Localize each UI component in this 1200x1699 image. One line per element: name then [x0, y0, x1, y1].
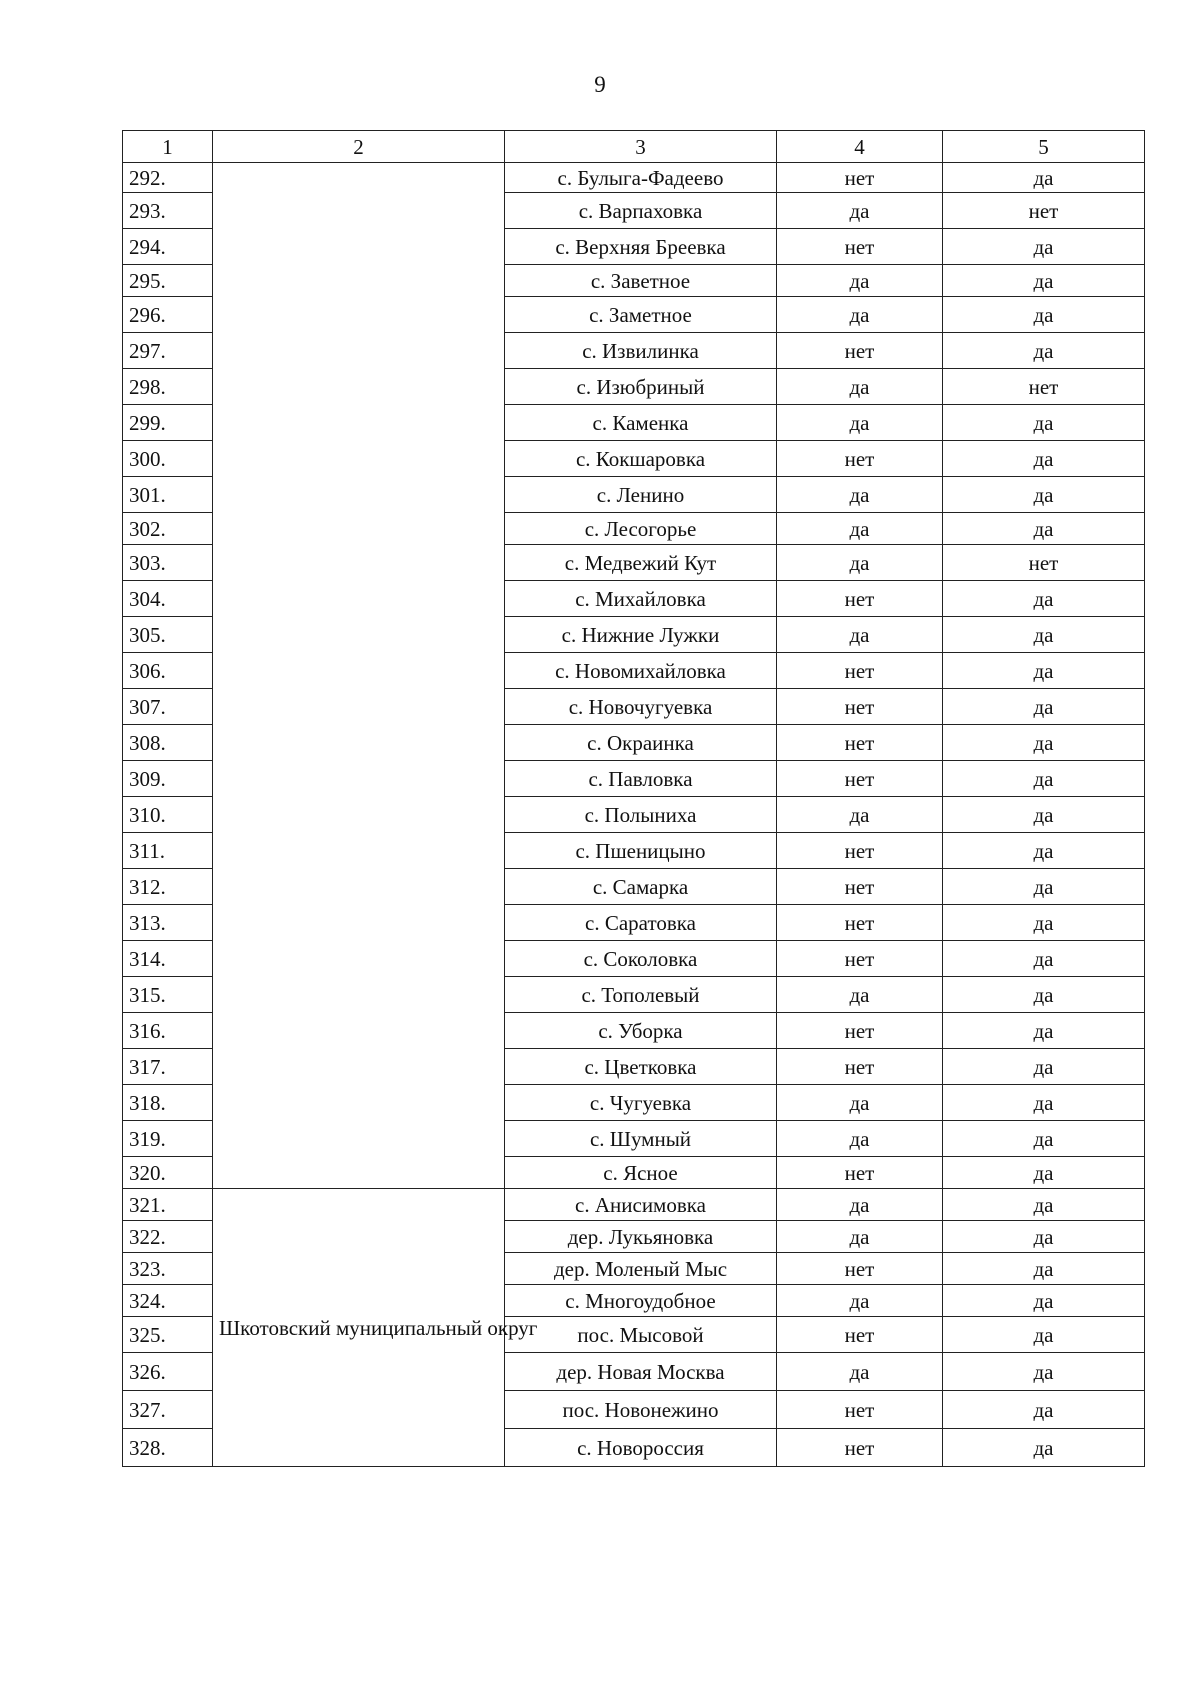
column-4-value: да: [777, 193, 943, 229]
column-5-value: да: [943, 477, 1145, 513]
column-header-2: 2: [213, 131, 505, 163]
column-5-value: да: [943, 1049, 1145, 1085]
header-row: [123, 131, 1145, 163]
column-4-value: да: [777, 477, 943, 513]
column-5-value: да: [943, 905, 1145, 941]
column-5-value: нет: [943, 369, 1145, 405]
row-number: 293.: [123, 193, 213, 229]
column-5-value: да: [943, 333, 1145, 369]
column-header-5: 5: [943, 131, 1145, 163]
column-4-value: нет: [777, 689, 943, 725]
row-number: 324.: [123, 1285, 213, 1317]
column-5-value: да: [943, 405, 1145, 441]
municipality-name: [213, 163, 505, 1189]
row-number: 302.: [123, 513, 213, 545]
column-4-value: нет: [777, 833, 943, 869]
row-number: 310.: [123, 797, 213, 833]
column-4-value: нет: [777, 1317, 943, 1353]
row-number: 308.: [123, 725, 213, 761]
settlement-name: с. Шумный: [505, 1121, 777, 1157]
column-5-value: да: [943, 725, 1145, 761]
settlement-name: с. Нижние Лужки: [505, 617, 777, 653]
column-4-value: нет: [777, 905, 943, 941]
column-4-value: нет: [777, 581, 943, 617]
row-number: 319.: [123, 1121, 213, 1157]
column-4-value: нет: [777, 761, 943, 797]
column-5-value: да: [943, 1429, 1145, 1467]
column-5-value: да: [943, 265, 1145, 297]
row-number: 314.: [123, 941, 213, 977]
column-5-value: да: [943, 1013, 1145, 1049]
column-4-value: да: [777, 797, 943, 833]
column-4-value: да: [777, 545, 943, 581]
column-4-value: да: [777, 1285, 943, 1317]
column-4-value: да: [777, 369, 943, 405]
column-4-value: да: [777, 265, 943, 297]
row-number: 301.: [123, 477, 213, 513]
settlement-name: с. Ленино: [505, 477, 777, 513]
row-number: 303.: [123, 545, 213, 581]
row-number: 312.: [123, 869, 213, 905]
column-5-value: да: [943, 1221, 1145, 1253]
settlement-name: с. Самарка: [505, 869, 777, 905]
column-4-value: да: [777, 1085, 943, 1121]
column-5-value: да: [943, 833, 1145, 869]
settlement-name: с. Михайловка: [505, 581, 777, 617]
row-number: 313.: [123, 905, 213, 941]
row-number: 328.: [123, 1429, 213, 1467]
column-5-value: да: [943, 617, 1145, 653]
column-5-value: да: [943, 761, 1145, 797]
settlement-name: с. Новочугуевка: [505, 689, 777, 725]
settlement-name: с. Цветковка: [505, 1049, 777, 1085]
column-5-value: да: [943, 1157, 1145, 1189]
row-number: 296.: [123, 297, 213, 333]
row-number: 298.: [123, 369, 213, 405]
settlements-table: [122, 130, 1145, 1467]
column-4-value: нет: [777, 163, 943, 193]
table-body: [123, 163, 1145, 1467]
settlement-name: пос. Мысовой: [505, 1317, 777, 1353]
settlement-name: с. Новомихайловка: [505, 653, 777, 689]
row-number: 297.: [123, 333, 213, 369]
column-header-3: 3: [505, 131, 777, 163]
row-number: 305.: [123, 617, 213, 653]
table-row: [123, 1189, 1145, 1221]
settlement-name: дер. Новая Москва: [505, 1353, 777, 1391]
column-5-value: да: [943, 941, 1145, 977]
column-5-value: нет: [943, 545, 1145, 581]
settlement-name: с. Медвежий Кут: [505, 545, 777, 581]
column-5-value: да: [943, 1085, 1145, 1121]
settlement-name: с. Новороссия: [505, 1429, 777, 1467]
settlement-name: с. Многоудобное: [505, 1285, 777, 1317]
row-number: 300.: [123, 441, 213, 477]
column-4-value: нет: [777, 1157, 943, 1189]
row-number: 307.: [123, 689, 213, 725]
table-header: [123, 131, 1145, 163]
settlement-name: с. Извилинка: [505, 333, 777, 369]
column-4-value: да: [777, 1189, 943, 1221]
column-4-value: да: [777, 297, 943, 333]
column-4-value: да: [777, 405, 943, 441]
settlement-name: с. Тополевый: [505, 977, 777, 1013]
column-4-value: нет: [777, 869, 943, 905]
column-5-value: да: [943, 1317, 1145, 1353]
column-4-value: да: [777, 1353, 943, 1391]
column-5-value: да: [943, 1391, 1145, 1429]
row-number: 306.: [123, 653, 213, 689]
column-5-value: да: [943, 797, 1145, 833]
page-number: 9: [594, 72, 606, 97]
settlement-name: с. Варпаховка: [505, 193, 777, 229]
column-4-value: нет: [777, 653, 943, 689]
row-number: 317.: [123, 1049, 213, 1085]
settlement-name: пос. Новонежино: [505, 1391, 777, 1429]
settlement-name: с. Заметное: [505, 297, 777, 333]
column-4-value: нет: [777, 1391, 943, 1429]
row-number: 299.: [123, 405, 213, 441]
row-number: 316.: [123, 1013, 213, 1049]
column-5-value: да: [943, 1121, 1145, 1157]
column-5-value: да: [943, 689, 1145, 725]
row-number: 326.: [123, 1353, 213, 1391]
column-4-value: нет: [777, 333, 943, 369]
column-4-value: да: [777, 1121, 943, 1157]
row-number: 322.: [123, 1221, 213, 1253]
column-5-value: нет: [943, 193, 1145, 229]
settlement-name: с. Чугуевка: [505, 1085, 777, 1121]
row-number: 315.: [123, 977, 213, 1013]
settlement-name: с. Анисимовка: [505, 1189, 777, 1221]
settlement-name: с. Уборка: [505, 1013, 777, 1049]
settlement-name: с. Кокшаровка: [505, 441, 777, 477]
column-4-value: нет: [777, 725, 943, 761]
settlement-name: дер. Лукьяновка: [505, 1221, 777, 1253]
settlement-name: с. Заветное: [505, 265, 777, 297]
settlement-name: с. Пшеницыно: [505, 833, 777, 869]
row-number: 320.: [123, 1157, 213, 1189]
row-number: 327.: [123, 1391, 213, 1429]
column-4-value: нет: [777, 1049, 943, 1085]
settlement-name: с. Саратовка: [505, 905, 777, 941]
row-number: 309.: [123, 761, 213, 797]
column-4-value: нет: [777, 941, 943, 977]
column-4-value: нет: [777, 1253, 943, 1285]
column-header-4: 4: [777, 131, 943, 163]
column-4-value: нет: [777, 441, 943, 477]
municipality-name: Шкотовский муниципальный округ: [213, 1189, 505, 1467]
row-number: 295.: [123, 265, 213, 297]
column-5-value: да: [943, 163, 1145, 193]
row-number: 321.: [123, 1189, 213, 1221]
settlement-name: с. Булыга-Фадеево: [505, 163, 777, 193]
settlement-name: с. Верхняя Бреевка: [505, 229, 777, 265]
column-4-value: нет: [777, 1429, 943, 1467]
column-5-value: да: [943, 441, 1145, 477]
settlement-name: с. Каменка: [505, 405, 777, 441]
row-number: 294.: [123, 229, 213, 265]
column-5-value: да: [943, 1253, 1145, 1285]
row-number: 323.: [123, 1253, 213, 1285]
column-5-value: да: [943, 229, 1145, 265]
column-5-value: да: [943, 653, 1145, 689]
row-number: 304.: [123, 581, 213, 617]
row-number: 318.: [123, 1085, 213, 1121]
column-4-value: да: [777, 977, 943, 1013]
column-5-value: да: [943, 297, 1145, 333]
column-header-1: 1: [123, 131, 213, 163]
column-5-value: да: [943, 513, 1145, 545]
column-4-value: да: [777, 1221, 943, 1253]
column-4-value: нет: [777, 1013, 943, 1049]
table-row: [123, 163, 1145, 193]
column-4-value: да: [777, 617, 943, 653]
column-5-value: да: [943, 977, 1145, 1013]
settlement-name: с. Лесогорье: [505, 513, 777, 545]
row-number: 292.: [123, 163, 213, 193]
column-5-value: да: [943, 581, 1145, 617]
row-number: 325.: [123, 1317, 213, 1353]
settlement-name: с. Полыниха: [505, 797, 777, 833]
column-5-value: да: [943, 1189, 1145, 1221]
settlement-name: с. Соколовка: [505, 941, 777, 977]
settlement-name: с. Окраинка: [505, 725, 777, 761]
settlement-name: с. Изюбриный: [505, 369, 777, 405]
column-5-value: да: [943, 869, 1145, 905]
column-5-value: да: [943, 1353, 1145, 1391]
column-4-value: да: [777, 513, 943, 545]
column-4-value: нет: [777, 229, 943, 265]
column-5-value: да: [943, 1285, 1145, 1317]
settlement-name: дер. Моленый Мыс: [505, 1253, 777, 1285]
settlement-name: с. Ясное: [505, 1157, 777, 1189]
settlement-name: с. Павловка: [505, 761, 777, 797]
row-number: 311.: [123, 833, 213, 869]
